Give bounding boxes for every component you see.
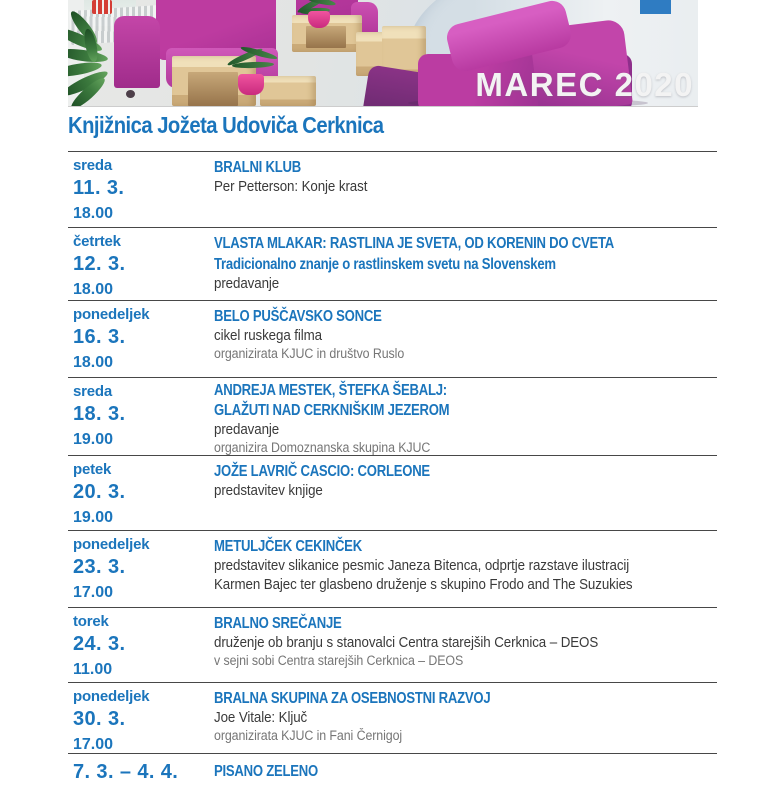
event-date-cell: [68, 456, 214, 530]
event-details-cell: [214, 456, 717, 530]
event-details-cell: [214, 228, 717, 300]
event-details-cell: [214, 152, 717, 227]
event-time: 17.00: [73, 584, 114, 601]
event-title: JOŽE LAVRIČ CASCIO: CORLEONE: [214, 463, 430, 480]
event-title: PISANO ZELENO: [214, 763, 318, 780]
header-photo: [68, 0, 698, 107]
event-description: predavanje: [214, 276, 280, 292]
event-date: 30. 3.: [73, 708, 126, 730]
photo-coffee-table-opening: [188, 72, 238, 106]
event-details-cell: [214, 683, 717, 753]
event-date-cell: [68, 228, 214, 300]
event-day: ponedeljek: [73, 306, 150, 323]
event-time: 11.00: [73, 661, 113, 678]
month-label: MAREC 2020: [475, 66, 694, 103]
event-description: Per Petterson: Konje krast: [214, 179, 368, 195]
event-description: predstavitev slikanice pesmic Janeza Bitenca, odprtje razstave ilustracij: [214, 558, 630, 574]
event-row: [68, 227, 717, 300]
event-day: sreda: [73, 157, 113, 174]
event-subtitle: Tradicionalno znanje o rastlinskem svetu na Slovenskem: [214, 256, 556, 273]
photo-red-object: [92, 0, 112, 14]
event-title: ANDREJA MESTEK, ŠTEFKA ŠEBALJ:: [214, 382, 447, 399]
event-title: VLASTA MLAKAR: RASTLINA JE SVETA, OD KORENIN DO CVETA: [214, 235, 615, 252]
photo-chair-foot: [126, 90, 135, 98]
event-organizer: organizirata KJUC in Fani Černigoj: [214, 728, 403, 743]
event-day: ponedeljek: [73, 688, 150, 705]
event-description: predavanje: [214, 422, 280, 438]
event-date-cell: [68, 301, 214, 377]
event-title: BRALNA SKUPINA ZA OSEBNOSTNI RAZVOJ: [214, 690, 491, 707]
event-date: 12. 3.: [73, 253, 126, 275]
events-table: [68, 151, 717, 793]
event-day: ponedeljek: [73, 536, 150, 553]
event-date-cell: [68, 683, 214, 753]
event-details-cell: [214, 754, 717, 793]
event-date-cell: [68, 754, 214, 793]
event-description: predstavitev knjige: [214, 483, 323, 499]
event-time: 18.00: [73, 205, 114, 222]
event-title: BELO PUŠČAVSKO SONCE: [214, 308, 382, 325]
event-description: cikel ruskega filma: [214, 328, 322, 344]
photo-armchair-left-arm: [114, 16, 160, 88]
event-row: [68, 682, 717, 753]
event-day: četrtek: [73, 233, 121, 250]
event-details-cell: [214, 608, 717, 682]
event-details-cell: [214, 531, 717, 607]
event-date: 7. 3. – 4. 4.: [73, 761, 179, 783]
event-title: BRALNI KLUB: [214, 159, 301, 176]
photo-blue-sign: [640, 0, 671, 14]
event-date: 24. 3.: [73, 633, 126, 655]
event-row: [68, 151, 717, 227]
event-date-cell: [68, 531, 214, 607]
event-location: v sejni sobi Centra starejših Cerknica – DEOS: [214, 653, 464, 668]
event-time: 19.00: [73, 431, 114, 448]
event-date: 16. 3.: [73, 326, 126, 348]
event-date-cell: [68, 608, 214, 682]
event-row: [68, 753, 717, 793]
event-day: petek: [73, 461, 112, 478]
event-row: [68, 300, 717, 377]
photo-side-table-opening: [306, 26, 346, 48]
event-date-cell: [68, 152, 214, 227]
event-row: [68, 607, 717, 682]
event-row: [68, 455, 717, 530]
event-title: BRALNO SREČANJE: [214, 615, 342, 632]
event-day: torek: [73, 613, 109, 630]
event-row: [68, 530, 717, 607]
event-time: 19.00: [73, 509, 114, 526]
event-details-cell: [214, 301, 717, 377]
event-title: METULJČEK CEKINČEK: [214, 538, 362, 555]
event-time: 18.00: [73, 281, 114, 298]
event-row: [68, 377, 717, 455]
event-date: 11. 3.: [73, 177, 125, 199]
event-date-cell: [68, 378, 214, 455]
event-description: druženje ob branju s stanovalci Centra starejših Cerknica – DEOS: [214, 635, 599, 651]
event-organizer: organizirata KJUC in društvo Ruslo: [214, 346, 405, 361]
event-date: 20. 3.: [73, 481, 126, 503]
event-date: 18. 3.: [73, 403, 126, 425]
event-description-line2: Karmen Bajec ter glasbeno druženje s skupino Frodo and The Suzukies: [214, 577, 633, 593]
photo-side-table: [260, 76, 316, 106]
event-description: Joe Vitale: Ključ: [214, 710, 308, 726]
event-time: 18.00: [73, 354, 114, 371]
photo-plant-pot: [238, 74, 264, 95]
event-title-line2: GLAŽUTI NAD CERKNIŠKIM JEZEROM: [214, 402, 450, 419]
event-day: sreda: [73, 383, 113, 400]
page-title: Knjižnica Jožeta Udoviča Cerknica: [68, 112, 384, 138]
event-organizer: organizira Domoznanska skupina KJUC: [214, 440, 431, 455]
event-details-cell: [214, 378, 717, 455]
event-date: 23. 3.: [73, 556, 126, 578]
event-time: 17.00: [73, 736, 114, 753]
